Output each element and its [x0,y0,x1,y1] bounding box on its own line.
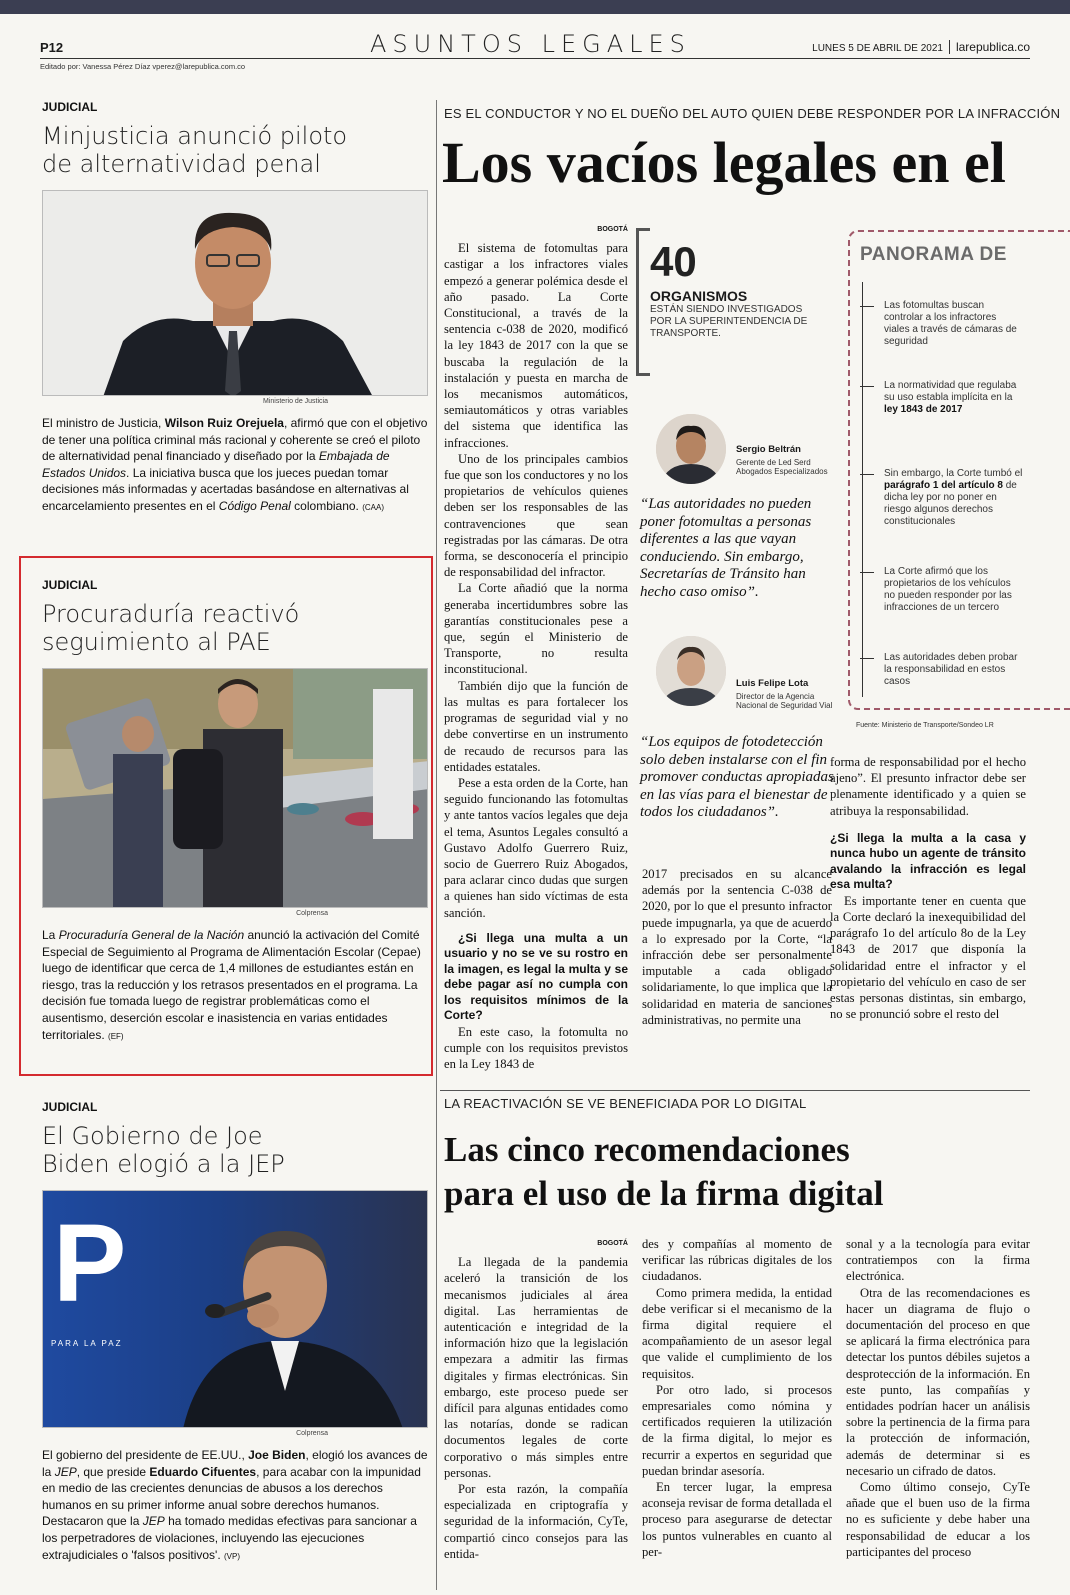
sergio-beltran-avatar [656,414,726,484]
minister-illustration [43,191,428,396]
dateline [812,40,1030,54]
brief-title-line: de alternatividad penal [42,150,321,178]
infographic-item [884,468,1024,528]
story-overline: LA REACTIVACIÓN SE VE BENEFICIADA POR LO DIGITAL [444,1096,807,1111]
person-name: Sergio Beltrán [736,444,801,455]
story-column-1 [444,222,628,1072]
story-separator [440,1090,1030,1091]
story-headline [444,1128,883,1216]
body-italic: Código Penal [218,498,291,513]
paragraph: En tercer lugar, la empresa aconseja revisar de forma detallada el proceso para asegurarse de detectar los puntos vulnerables en cuanto al per- [642,1480,832,1559]
brief-title-line: El Gobierno de Joe [42,1122,263,1150]
paragraph: La llegada de la pandemia aceleró la transición de los mecanismos judiciales al área digital. Las herramientas de autenticación e integridad de la información hizo que la legislación empezara a admitir las firmas digitales y firmas electrónicas. Sin embargo, este proceso puede ser difícil para algunas entidades como las notarías, donde se radican documentos legales de corte corporativo o más simples entre personas. [444,1255,628,1480]
paragraph: forma de responsabilidad por el hecho ajeno”. El presunto infractor debe ser plenamente identificado y a quien se atribuya la responsabilidad. [830,755,1026,818]
luis-felipe-lota-avatar [656,636,726,706]
paragraph: También dijo que la función de las multas es para fortalecer los programas de seguridad vial y no debe convertirse en un instrumento de recaudo de recursos para las entidades estatales. [444,678,628,774]
story-column-2 [642,866,832,1028]
infographic-item: La Corte afirmó que los propietarios de los vehículos no pueden responder por las infracciones de un tercero [884,566,1024,614]
question-subhead: ¿Si llega una multa a un usuario y no se ve su rostro en la imagen, es legal la multa y se debe pagar así no cumpla con los requisitos mínimos de la Corte? [444,930,628,1023]
story-overline: ES EL CONDUCTOR Y NO EL DUEÑO DEL AUTO QUIEN DEBE RESPONDER POR LA INFRACCIÓN [444,106,1061,121]
firma-column-3 [846,1236,1030,1560]
infographic-item: Las autoridades deben probar la responsabilidad en estos casos [884,652,1024,688]
brief-kicker: JUDICIAL [42,100,98,114]
stat-description: ESTÁN SIENDO INVESTIGADOS POR LA SUPERINTENDENCIA DE TRANSPORTE. [650,304,808,339]
paragraph: 2017 precisados en su alcance además por la sentencia C-038 de 2020, por lo que el presunto infractor puede impugnarla, ya que de acuerdo a lo expresado por la Corte, “la infracción debe ser personalmente imputable a cada obligado solidariamente, lo que implica que la solidaridad en materia de sanciones administrativas, no permite una [642,867,832,1027]
story-dateline: BOGOTÁ [597,226,628,233]
person-role: Gerente de Led Serd Abogados Especializados [736,458,828,476]
portrait-illustration [656,414,726,484]
brief-kicker: JUDICIAL [42,578,98,592]
person-role: Director de la Agencia Nacional de Seguridad Vial [736,692,833,710]
paragraph: Por esta razón, la compañía especializada en criptografía y seguridad de la información, CyTe, compartió cinco consejos para las entida- [444,1482,628,1561]
infographic-source: Fuente: Ministerio de Transporte/Sondeo LR [856,722,994,729]
paragraph: La Corte añadió que la norma generaba incertidumbres sobre las garantías constitucionales pese a que, según el Ministerio de Transporte, no resulta inconstitucional. [444,581,628,677]
speaker-illustration [153,1191,428,1428]
header-rule [40,58,1030,59]
body-text: , para acabar con la impunidad en medio de las crecientes denuncias de abusos a los derechos humanos en su primer informe anual sobre derechos humanos. Destacaron que la [42,1464,421,1529]
body-text: ha tomado medidas efectivas para sancionar a los perpetradores de violaciones, incluyendo las ejecuciones extrajudiciales o 'falsos positivos'. [42,1514,417,1562]
jep-logo-letter: P [53,1202,127,1325]
body-bold: Wilson Ruiz Orejuela [164,416,284,430]
issue-date: LUNES 5 DE ABRIL DE 2021 [812,43,943,54]
brief-title-line: Procuraduría reactivó [42,600,300,628]
brief-title-line: Minjusticia anunció piloto [42,122,348,150]
brief-title-line: seguimiento al PAE [42,628,271,656]
story-headline: Los vacíos legales en el [442,130,1006,195]
body-text: . La iniciativa busca que los jueces puedan tomar decisiones más informadas y acertadas basándose en alternativas al encarcelamiento presentes en el [42,465,409,513]
body-bold: Eduardo Cifuentes [149,1464,257,1479]
pull-quote: “Los equipos de fotodetección solo deben instalarse con el fin promover conductas apropiadas en las vías para el bienestar de todos los ciudadanos”. [640,734,834,820]
brief-title [42,122,428,178]
item-text: Sin embargo, la Corte tumbó el [884,468,1023,479]
paragraph: des y compañías al momento de verificar las rúbricas digitales de los ciudadanos. [642,1237,832,1284]
paragraph: Como primera medida, la entidad debe verificar si el mecanismo de la firma digital requiere el acompañamiento de un asesor legal que valide el cumplimiento de los requisitos. [642,1285,832,1381]
pull-quote: “Las autoridades no pueden poner fotomultas a personas diferentes a las que vayan conduciendo. Sin embargo, Secretarías de Tránsito han hecho caso omiso”. [640,496,812,600]
stat-label: ORGANISMOS [650,288,748,304]
infographic-title: PANORAMA DE [860,244,1007,265]
paragraph: Otra de las recomendaciones es hacer un diagrama de flujo o documentación del proceso en que se aplicará la firma electrónica para detectar los puntos débiles sujetos a desprotección de la información. En este punto, las compañías y entidades podrían hacer un análisis sobre la pertinencia de la firma para la protección de información, además de determinar si es necesario un cifrado de datos. [846,1285,1030,1478]
story-dateline: BOGOTÁ [597,1240,628,1247]
firma-column-2 [642,1236,832,1560]
item-text: de dicha ley por no poner en riesgo algunos derechos constitucionales [884,480,1017,527]
body-text: El ministro de Justicia, [42,416,165,430]
body-text: , afirmó que con el objetivo de tener una política criminal más racional y coherente se creó el piloto de alternatividad penal financiado y diseñado por la [42,416,428,464]
item-text: La normatividad que regulaba su uso establa implícita en la [884,380,1017,403]
infographic-item [884,380,1024,416]
portrait-illustration [656,636,726,706]
paragraph: En este caso, la fotomulta no cumple con los requisitos previstos en la Ley 1843 de [444,1024,628,1072]
item-bold: parágrafo 1 del artículo 8 [884,480,1003,491]
paragraph: Pese a esta orden de la Corte, han seguido funcionando las fotomultas y ante tantos vacíos legales que deja el tema, Asuntos Legales consultó a Gustavo Adolfo Guerrero Ruiz, socio de Guerrero Ruiz Abogados, para aclarar cinco dudas que surgen a quienes han sido víctimas de esta sanción. [444,775,628,920]
headline-line: para el uso de la firma digital [444,1174,884,1213]
headline-line: Las cinco recomendaciones [444,1130,850,1169]
story-column-3 [830,754,1026,1022]
body-text: , que preside [76,1464,150,1479]
firma-column-1 [444,1236,628,1562]
brief-kicker: JUDICIAL [42,1100,98,1114]
brief-body [42,415,428,517]
person-name: Luis Felipe Lota [736,678,809,689]
paragraph: Uno de los principales cambios fue que son los conductores y no los propietarios de vehículos quienes deben ser los responsables de las contravenciones que sean registradas por las cámaras. De otra forma, se desconocería el principio de responsabilidad del infractor. [444,451,628,580]
brief-body [42,1447,428,1565]
brief-title [42,1122,428,1178]
body-text: La [42,928,59,942]
item-bold: ley 1843 de 2017 [884,404,963,415]
body-text: colombiano. [290,498,363,513]
body-text: , elogió los avances de la [42,1448,428,1479]
stat-callout [650,240,820,340]
photo-credit: Colprensa [296,910,328,917]
photo-credit: Colprensa [296,1430,328,1437]
cifuentes-photo [42,1190,428,1428]
timeline-line [862,282,863,697]
panorama-infographic [848,230,1070,710]
paragraph: sonal y a la tecnología para evitar contratiempos con la firma electrónica. [846,1237,1030,1284]
stat-number: 40 [650,238,697,285]
page-number: P12 [40,40,64,55]
paragraph: Como último consejo, CyTe añade que el buen uso de la firma no es suficiente y debe haber una responsabilidad de educar a los participantes del proceso [846,1480,1030,1559]
jep-logo-subtitle: PARA LA PAZ [51,1339,123,1348]
infographic-item: Las fotomultas buscan controlar a los infractores viales a través de cámaras de seguridad [884,300,1024,348]
paragraph: Por otro lado, si procesos empresariales como nómina y certificados requieren la utilización de la firma digital, lo mejor es recurrir a expertos en seguridad que puedan brindar asesoría. [642,1382,832,1478]
body-italic: JEP [54,1464,77,1479]
section-title: ASUNTOS LEGALES [370,30,691,58]
stat-bracket [636,228,650,376]
body-text: anunció la activación del Comité Especial de Seguimiento al Programa de Alimentación Escolar (Cepae) luego de identificar que cerca de 1,4 millones de estudiantes están en riesgo, tras la reducción y los retrasos presentados en el programa. La decisión fue tomada luego de registrar problemáticas como el ausentismo, deserción escolar e inasistencia en varias entidades territoriales. [42,928,421,1042]
brief-jep [42,1100,428,1565]
editor-credit: Editado por: Vanessa Pérez Díaz vperez@larepublica.com.co [40,62,246,71]
brief-title-line: Biden elogió a la JEP [42,1150,285,1178]
paragraph: Es importante tener en cuenta que la Corte declaró la inexequibilidad del parágrafo 1o del artículo 8o de la Ley 1843 de 2017 que disponía la solidaridad entre el infractor y el propietario del vehículo en caso de ser estas personas distintas, sin embargo, no se pronunció sobre el resto del [830,893,1026,1022]
author-initials: (CAA) [362,502,384,512]
body-italic: Procuraduría General de la Nación [58,928,245,942]
top-color-bar [0,0,1070,14]
author-initials: (VP) [224,1551,240,1561]
body-bold: Joe Biden [248,1448,306,1462]
minister-photo [42,190,428,396]
column-divider [436,100,437,1590]
body-italic: Embajada de Estados Unidos [42,449,390,480]
body-italic: JEP [142,1514,165,1529]
author-initials: (EF) [108,1031,124,1041]
photo-credit: Ministerio de Justicia [263,398,328,405]
body-text: El gobierno del presidente de EE.UU., [42,1448,249,1462]
brief-minjusticia [42,100,428,517]
site-name: larepublica.co [949,40,1030,54]
question-subhead: ¿Si llega la multa a la casa y nunca hubo un agente de tránsito avalando la infracción es legal esa multa? [830,830,1026,892]
highlight-box [19,556,433,1076]
paragraph: El sistema de fotomultas para castigar a los infractores viales empezó a generar polémica desde el año pasado. La Corte Constitucional, a través de la sentencia c-038 de 2020, modificó la ley 1843 de 2017 con la que se buscaba la regulación de la instalación y puesta en marcha de los mecanismos automáticos, semiautomáticos y otras variables del sistema que identifica las infracciones. [444,241,628,450]
